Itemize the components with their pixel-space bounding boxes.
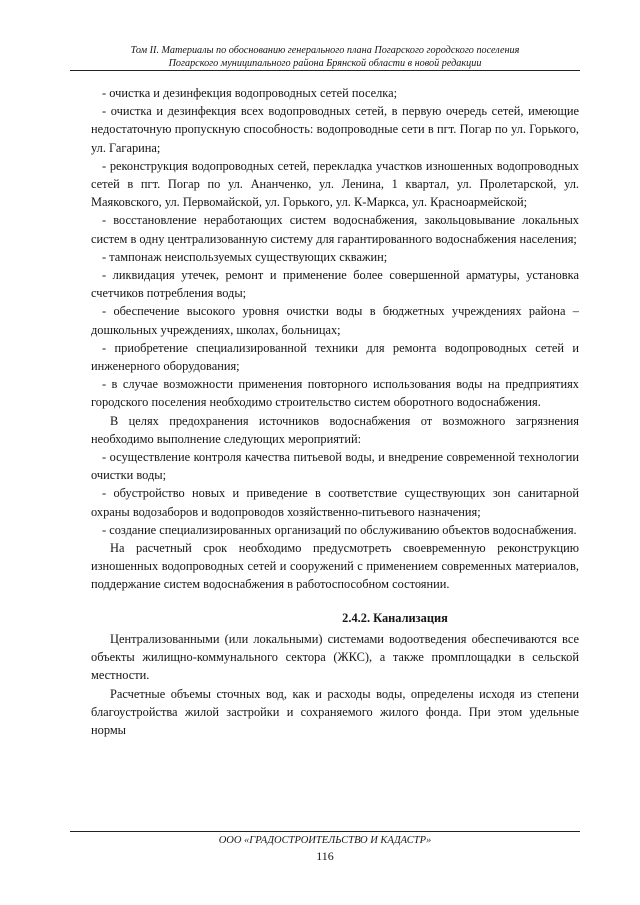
- document-body: [91, 84, 579, 739]
- header-rule: [70, 70, 580, 71]
- list-item: - реконструкция водопроводных сетей, перекладка участков изношенных водопроводных сетей в пгт. Погар по ул. Ананченко, ул. Ленина, 1 квартал, ул. Пролетарской, ул. Маяковского, ул. Первомайской, ул. Горького, ул. К-Маркса, ул. Красноармейской;: [91, 158, 579, 210]
- list-item: - очистка и дезинфекция всех водопроводных сетей, в первую очередь сетей, имеющие недостаточную пропускную способность: водопроводные сети в пгт. Погар по ул. Горького, ул. Гагарина;: [91, 104, 579, 155]
- paragraph: Централизованными (или локальными) системами водоотведения обеспечиваются все объекты жилищно-коммунального сектора (ЖКС), а также промплощадки в сельской местности.: [91, 631, 579, 683]
- list-item: - приобретение специализированной техники для ремонта водопроводных сетей и инженерного оборудования;: [91, 340, 579, 374]
- paragraph: Расчетные объемы сточных вод, как и расходы воды, определены исходя из степени благоустройства жилой застройки и сохраняемого жилого фонда. При этом удельные нормы: [91, 686, 579, 737]
- list-item: - ликвидация утечек, ремонт и применение более совершенной арматуры, установка счетчиков потребления воды;: [91, 268, 579, 301]
- header-line-1: Том II. Материалы по обоснованию генерального плана Погарского городского поселения: [130, 45, 520, 56]
- list-item: - восстановление неработающих систем водоснабжения, закольцовывание локальных систем в одну централизованную систему для гарантированного водоснабжения населения;: [91, 213, 579, 246]
- list-item: - очистка и дезинфекция водопроводных сетей поселка;: [102, 86, 398, 100]
- list-item: - создание специализированных организаций по обслуживанию объектов водоснабжения.: [102, 522, 577, 537]
- header-line-2: Погарского муниципального района Брянской области в новой редакции: [168, 58, 482, 69]
- list-item: - обустройство новых и приведение в соответствие существующих зон санитарной охраны водозаборов и водопроводов хозяйственно-питьевого назначения;: [91, 486, 579, 519]
- paragraph: В целях предохранения источников водоснабжения от возможного загрязнения необходимо выполнение следующих мероприятий:: [91, 413, 579, 446]
- paragraph: На расчетный срок необходимо предусмотреть своевременную реконструкцию изношенных водопроводных сетей и сооружений с применением современных материалов, поддержание систем водоснабжения в работоспособном состоянии.: [91, 541, 579, 592]
- footer-rule: [70, 831, 580, 832]
- running-header: [70, 44, 580, 70]
- page-number: 116: [316, 849, 334, 863]
- list-item: - тампонаж неиспользуемых существующих скважин;: [102, 249, 388, 264]
- list-item: - осуществление контроля качества питьевой воды, и внедрение современной технологии очистки воды;: [91, 450, 579, 483]
- footer-org: ООО «ГРАДОСТРОИТЕЛЬСТВО И КАДАСТР»: [218, 835, 432, 846]
- section-heading: 2.4.2. Канализация: [342, 610, 448, 625]
- list-item: - в случае возможности применения повторного использования воды на предприятиях городского поселения необходимо строительство систем оборотного водоснабжения.: [91, 377, 579, 410]
- list-item: - обеспечение высокого уровня очистки воды в бюджетных учреждениях района – дошкольных учреждениях, школах, больницах;: [91, 304, 579, 337]
